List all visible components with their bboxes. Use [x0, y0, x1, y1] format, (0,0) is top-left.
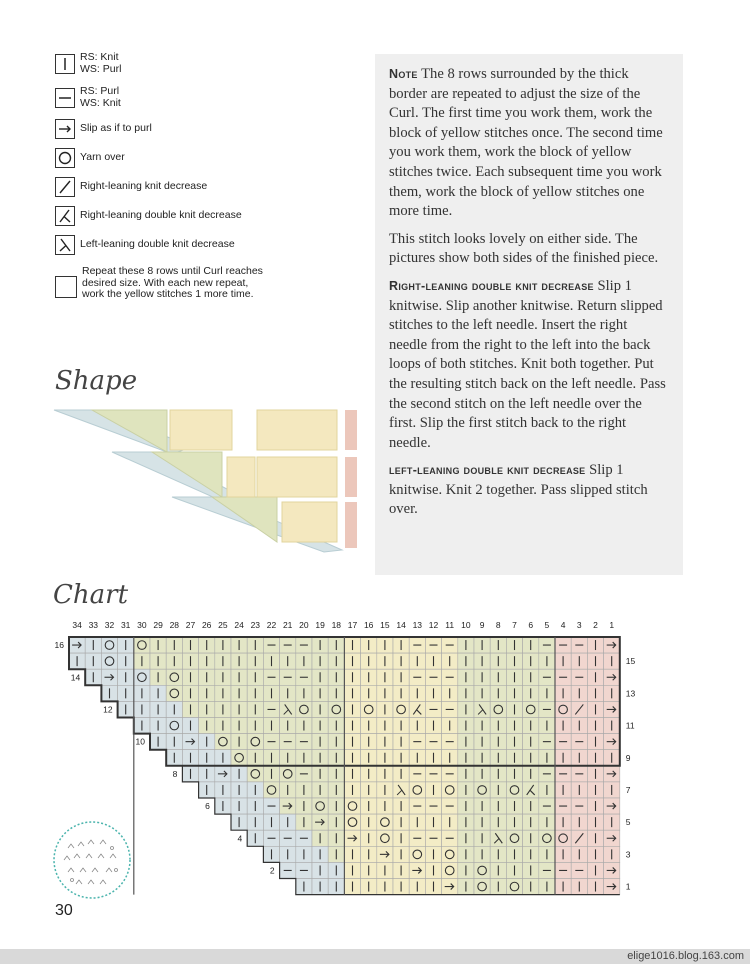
- chart-cell: [344, 814, 360, 830]
- legend-label: WS: Purl: [80, 62, 122, 75]
- chart-cell: [344, 798, 360, 814]
- row-label-right: 15: [625, 656, 636, 667]
- note-panel: [375, 54, 683, 575]
- legend-label: Left-leaning double knit decrease: [80, 238, 235, 251]
- chart-cell: [312, 798, 328, 814]
- note-body: The 8 rows surrounded by the thick border are repeated to adjust the size of the Curl. The first time you work them, work the block of yellow stitches once. The second time you work them, work the block of yellow stitches twice. Each subsequent time you work them, work the block of yellow stitches one more time.: [389, 66, 663, 220]
- chart-cell: [263, 782, 279, 798]
- column-label: 19: [315, 620, 325, 630]
- column-label: 14: [396, 620, 406, 630]
- column-label: 34: [72, 620, 82, 630]
- legend-label: WS: Knit: [80, 96, 121, 109]
- column-label: 23: [250, 620, 261, 630]
- shape-heading: Shape: [55, 366, 138, 396]
- column-label: 4: [560, 620, 566, 630]
- chart-cell: [101, 653, 117, 669]
- column-label: 33: [88, 620, 99, 630]
- column-label: 26: [201, 620, 212, 630]
- legend-label: Repeat these 8 rows until Curl reaches: [82, 265, 263, 277]
- chart-cell: [506, 782, 522, 798]
- slash-icon: [55, 177, 75, 197]
- note-body: Slip 1 knitwise. Slip another knitwise. Return slipped stitches to the left needle. Insert the right needle from the right to the left into the back loops of both stitches. Knit both together. Put the resulting stitch back on the left needle. Pass the second stitch on the left needle over the first. Slip the first stitch back to the right needle.: [389, 277, 666, 451]
- column-label: 1: [609, 620, 615, 630]
- chart-cell: [134, 669, 150, 685]
- chart-cell: [474, 782, 490, 798]
- chart-cell: [101, 637, 117, 653]
- row-label-right: 3: [625, 849, 631, 860]
- column-label: 32: [104, 620, 115, 630]
- row-label-left: 4: [237, 833, 243, 844]
- legend-label: Slip as if to purl: [80, 122, 152, 135]
- chart-cell: [166, 685, 182, 701]
- column-label: 28: [169, 620, 180, 630]
- chart-cell: [280, 766, 296, 782]
- legend-label: work the yellow stitches 1 more time.: [82, 288, 254, 300]
- legend-label: Yarn over: [80, 151, 125, 164]
- row-label-left: 14: [70, 672, 81, 683]
- chart-cell: [166, 669, 182, 685]
- row-label-right: 13: [625, 688, 636, 699]
- chart-cell: [247, 766, 263, 782]
- column-label: 13: [412, 620, 423, 630]
- row-label-right: 1: [625, 881, 631, 892]
- legend-item-purl: [55, 86, 121, 109]
- row-label-left: 6: [205, 801, 210, 812]
- column-label: 6: [528, 620, 534, 630]
- column-label: 16: [363, 620, 374, 630]
- column-label: 20: [299, 620, 309, 630]
- column-label: 30: [137, 620, 147, 630]
- legend-item-slip: [55, 119, 152, 139]
- chart-cell: [539, 830, 555, 846]
- column-label: 27: [185, 620, 196, 630]
- chart-cell: [377, 814, 393, 830]
- chart-cell: [134, 637, 150, 653]
- thick-border-box-icon: [55, 276, 77, 298]
- left-double-decrease-icon: [55, 235, 75, 255]
- chart-cell: [409, 846, 425, 862]
- legend-item-repeat: [55, 266, 263, 301]
- chart-cell: [296, 701, 312, 717]
- legend-item-yarn-over: [55, 148, 125, 168]
- note-paragraph: [389, 65, 669, 222]
- legend-item-right-decrease: [55, 177, 207, 197]
- vertical-bar-icon: [55, 54, 75, 74]
- chart-cell: [442, 862, 458, 878]
- shape-diagram: [52, 402, 362, 554]
- column-label: 5: [544, 620, 550, 630]
- column-label: 2: [593, 620, 598, 630]
- column-label: 7: [512, 620, 517, 630]
- chart-cell: [215, 734, 231, 750]
- circle-icon: [55, 148, 75, 168]
- chart-heading: Chart: [53, 580, 129, 610]
- legend-label: desired size. With each new repeat,: [82, 276, 249, 289]
- chart-cell: [474, 862, 490, 878]
- chart-cell: [506, 830, 522, 846]
- note-heading: Note: [389, 67, 418, 81]
- column-label: 18: [331, 620, 342, 630]
- column-label: 9: [479, 620, 485, 630]
- chart-cell: [506, 879, 522, 895]
- note-paragraph: [389, 461, 669, 520]
- column-label: 8: [495, 620, 501, 630]
- chart-cell: [231, 750, 247, 766]
- chart-cell: [442, 782, 458, 798]
- row-label-left: 10: [135, 736, 145, 747]
- row-label-right: 5: [625, 817, 631, 828]
- column-label: 31: [120, 620, 131, 630]
- row-label-right: 7: [625, 784, 631, 795]
- chart-cell: [442, 846, 458, 862]
- column-label: 11: [445, 620, 455, 630]
- chart-cell: [555, 701, 571, 717]
- legend-label: RS: Purl: [80, 85, 120, 97]
- legend-item-right-double-decrease: [55, 206, 242, 226]
- column-label: 17: [347, 620, 358, 630]
- legend-label: Right-leaning double knit decrease: [80, 209, 242, 222]
- column-label: 25: [218, 620, 228, 630]
- row-label-left: 12: [103, 704, 113, 715]
- chart-cell: [555, 830, 571, 846]
- chart-cell: [377, 830, 393, 846]
- chart-cell: [490, 701, 506, 717]
- chart-cell: [393, 701, 409, 717]
- swatch-icon: [50, 818, 134, 902]
- right-double-decrease-icon: [55, 206, 75, 226]
- note-heading: left-leaning double knit decrease: [389, 463, 586, 478]
- chart-cell: [409, 782, 425, 798]
- note-body: Slip 1 knitwise. Knit 2 together. Pass slipped stitch over.: [389, 462, 648, 518]
- legend-label: RS: Knit: [80, 51, 119, 63]
- note-paragraph: This stitch looks lovely on either side. The pictures show both sides of the finished piece.: [389, 230, 659, 267]
- column-label: 24: [234, 620, 244, 630]
- footer-watermark: elige1016.blog.163.com: [627, 950, 744, 962]
- chart-cell: [361, 701, 377, 717]
- chart-cell: [328, 701, 344, 717]
- row-label-right: 11: [625, 720, 635, 731]
- row-label-left: 8: [172, 768, 178, 779]
- legend-item-left-double-decrease: [55, 235, 235, 255]
- column-label: 10: [461, 620, 471, 630]
- chart-cell: [247, 734, 263, 750]
- note-paragraph: [389, 277, 669, 453]
- row-label-left: 2: [269, 865, 275, 876]
- chart-cell: [166, 718, 182, 734]
- chart-cell: [523, 701, 539, 717]
- column-label: 15: [380, 620, 390, 630]
- legend-label: Right-leaning knit decrease: [80, 180, 208, 193]
- column-label: 22: [266, 620, 277, 630]
- column-label: 12: [428, 620, 439, 630]
- row-label-left: 16: [54, 640, 64, 651]
- column-label: 29: [153, 620, 163, 630]
- column-label: 3: [576, 620, 582, 630]
- horizontal-bar-icon: [55, 88, 75, 108]
- column-label: 21: [282, 620, 293, 630]
- legend-item-knit: [55, 52, 121, 75]
- row-label-right: 9: [625, 752, 631, 763]
- arrow-right-icon: [55, 119, 75, 139]
- page-number: 30: [55, 902, 73, 919]
- note-heading: Right-leaning double knit decrease: [389, 278, 594, 293]
- chart-cell: [474, 879, 490, 895]
